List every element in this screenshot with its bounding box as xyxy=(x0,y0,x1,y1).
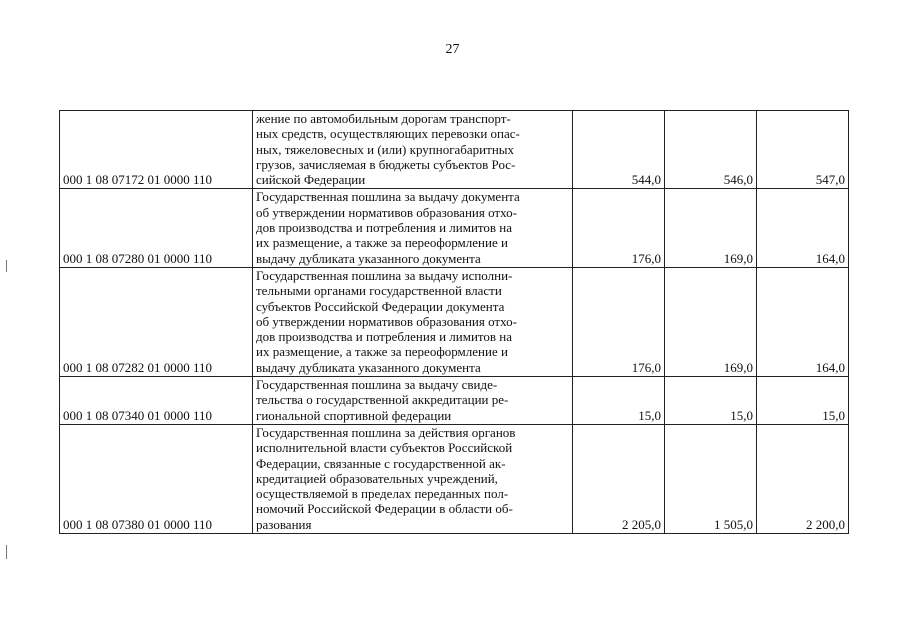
table-row xyxy=(60,424,849,533)
amount-year-2: 169,0 xyxy=(665,189,757,267)
description-line: об утверждении нормативов образования отхо- xyxy=(256,204,517,220)
description-line: ных, тяжеловесных и (или) крупногабаритных xyxy=(256,141,515,157)
description-line: выдачу дубликата указанного документа xyxy=(256,250,481,266)
revenue-description xyxy=(253,377,573,425)
amount-year-1: 176,0 xyxy=(573,189,665,267)
amount-year-2: 169,0 xyxy=(665,267,757,376)
table-row xyxy=(60,189,849,267)
table-row xyxy=(60,267,849,376)
page-number: 27 xyxy=(445,42,460,57)
description-line: кредитацией образовательных учреждений, xyxy=(256,470,498,486)
description-line: дов производства и потребления и лимитов на xyxy=(256,220,513,236)
amount-year-3: 2 200,0 xyxy=(757,424,849,533)
amount-year-1: 176,0 xyxy=(573,267,665,376)
description-line: выдачу дубликата указанного документа xyxy=(256,359,481,375)
scan-edge-mark xyxy=(6,260,7,272)
description-line: грузов, зачисляемая в бюджеты субъектов Рос- xyxy=(256,156,516,172)
table-body xyxy=(60,111,849,534)
description-line: разования xyxy=(256,516,312,532)
table-row xyxy=(60,111,849,189)
table-row xyxy=(60,377,849,425)
amount-year-1: 15,0 xyxy=(573,377,665,425)
description-line: Государственная пошлина за выдачу документа xyxy=(256,189,520,205)
budget-classification-code: 000 1 08 07172 01 0000 110 xyxy=(60,111,253,189)
revenue-description xyxy=(253,267,573,376)
amount-year-1: 544,0 xyxy=(573,111,665,189)
amount-year-2: 15,0 xyxy=(665,377,757,425)
amount-year-3: 547,0 xyxy=(757,111,849,189)
amount-year-3: 164,0 xyxy=(757,267,849,376)
description-line: исполнительной власти субъектов Российской xyxy=(256,440,513,456)
budget-revenue-table xyxy=(59,110,849,534)
budget-classification-code: 000 1 08 07280 01 0000 110 xyxy=(60,189,253,267)
description-line: субъектов Российской Федерации документа xyxy=(256,298,505,314)
description-line: об утверждении нормативов образования отхо- xyxy=(256,313,517,329)
description-line: их размещение, а также за переоформление и xyxy=(256,235,508,251)
description-line: номочий Российской Федерации в области об- xyxy=(256,501,513,517)
description-line: сийской Федерации xyxy=(256,172,366,188)
budget-classification-code: 000 1 08 07282 01 0000 110 xyxy=(60,267,253,376)
amount-year-3: 15,0 xyxy=(757,377,849,425)
budget-classification-code: 000 1 08 07340 01 0000 110 xyxy=(60,377,253,425)
description-line: осуществляемой в пределах переданных пол- xyxy=(256,486,509,502)
amount-year-2: 546,0 xyxy=(665,111,757,189)
description-line: Государственная пошлина за выдачу исполни- xyxy=(256,267,513,283)
revenue-description xyxy=(253,111,573,189)
description-line: гиональной спортивной федерации xyxy=(256,407,452,423)
amount-year-2: 1 505,0 xyxy=(665,424,757,533)
revenue-description xyxy=(253,424,573,533)
description-line: Федерации, связанные с государственной ак- xyxy=(256,455,506,471)
amount-year-1: 2 205,0 xyxy=(573,424,665,533)
description-line: жение по автомобильным дорогам транспорт- xyxy=(256,111,511,126)
description-line: тельными органами государственной власти xyxy=(256,283,502,299)
description-line: Государственная пошлина за выдачу свиде- xyxy=(256,377,498,393)
description-line: Государственная пошлина за действия органов xyxy=(256,424,516,440)
description-line: ных средств, осуществляющих перевозки опас- xyxy=(256,126,520,142)
amount-year-3: 164,0 xyxy=(757,189,849,267)
revenue-description xyxy=(253,189,573,267)
description-line: дов производства и потребления и лимитов на xyxy=(256,329,513,345)
scan-edge-mark xyxy=(6,545,7,559)
description-line: тельства о государственной аккредитации ре- xyxy=(256,392,509,408)
budget-classification-code: 000 1 08 07380 01 0000 110 xyxy=(60,424,253,533)
description-line: их размещение, а также за переоформление и xyxy=(256,344,508,360)
